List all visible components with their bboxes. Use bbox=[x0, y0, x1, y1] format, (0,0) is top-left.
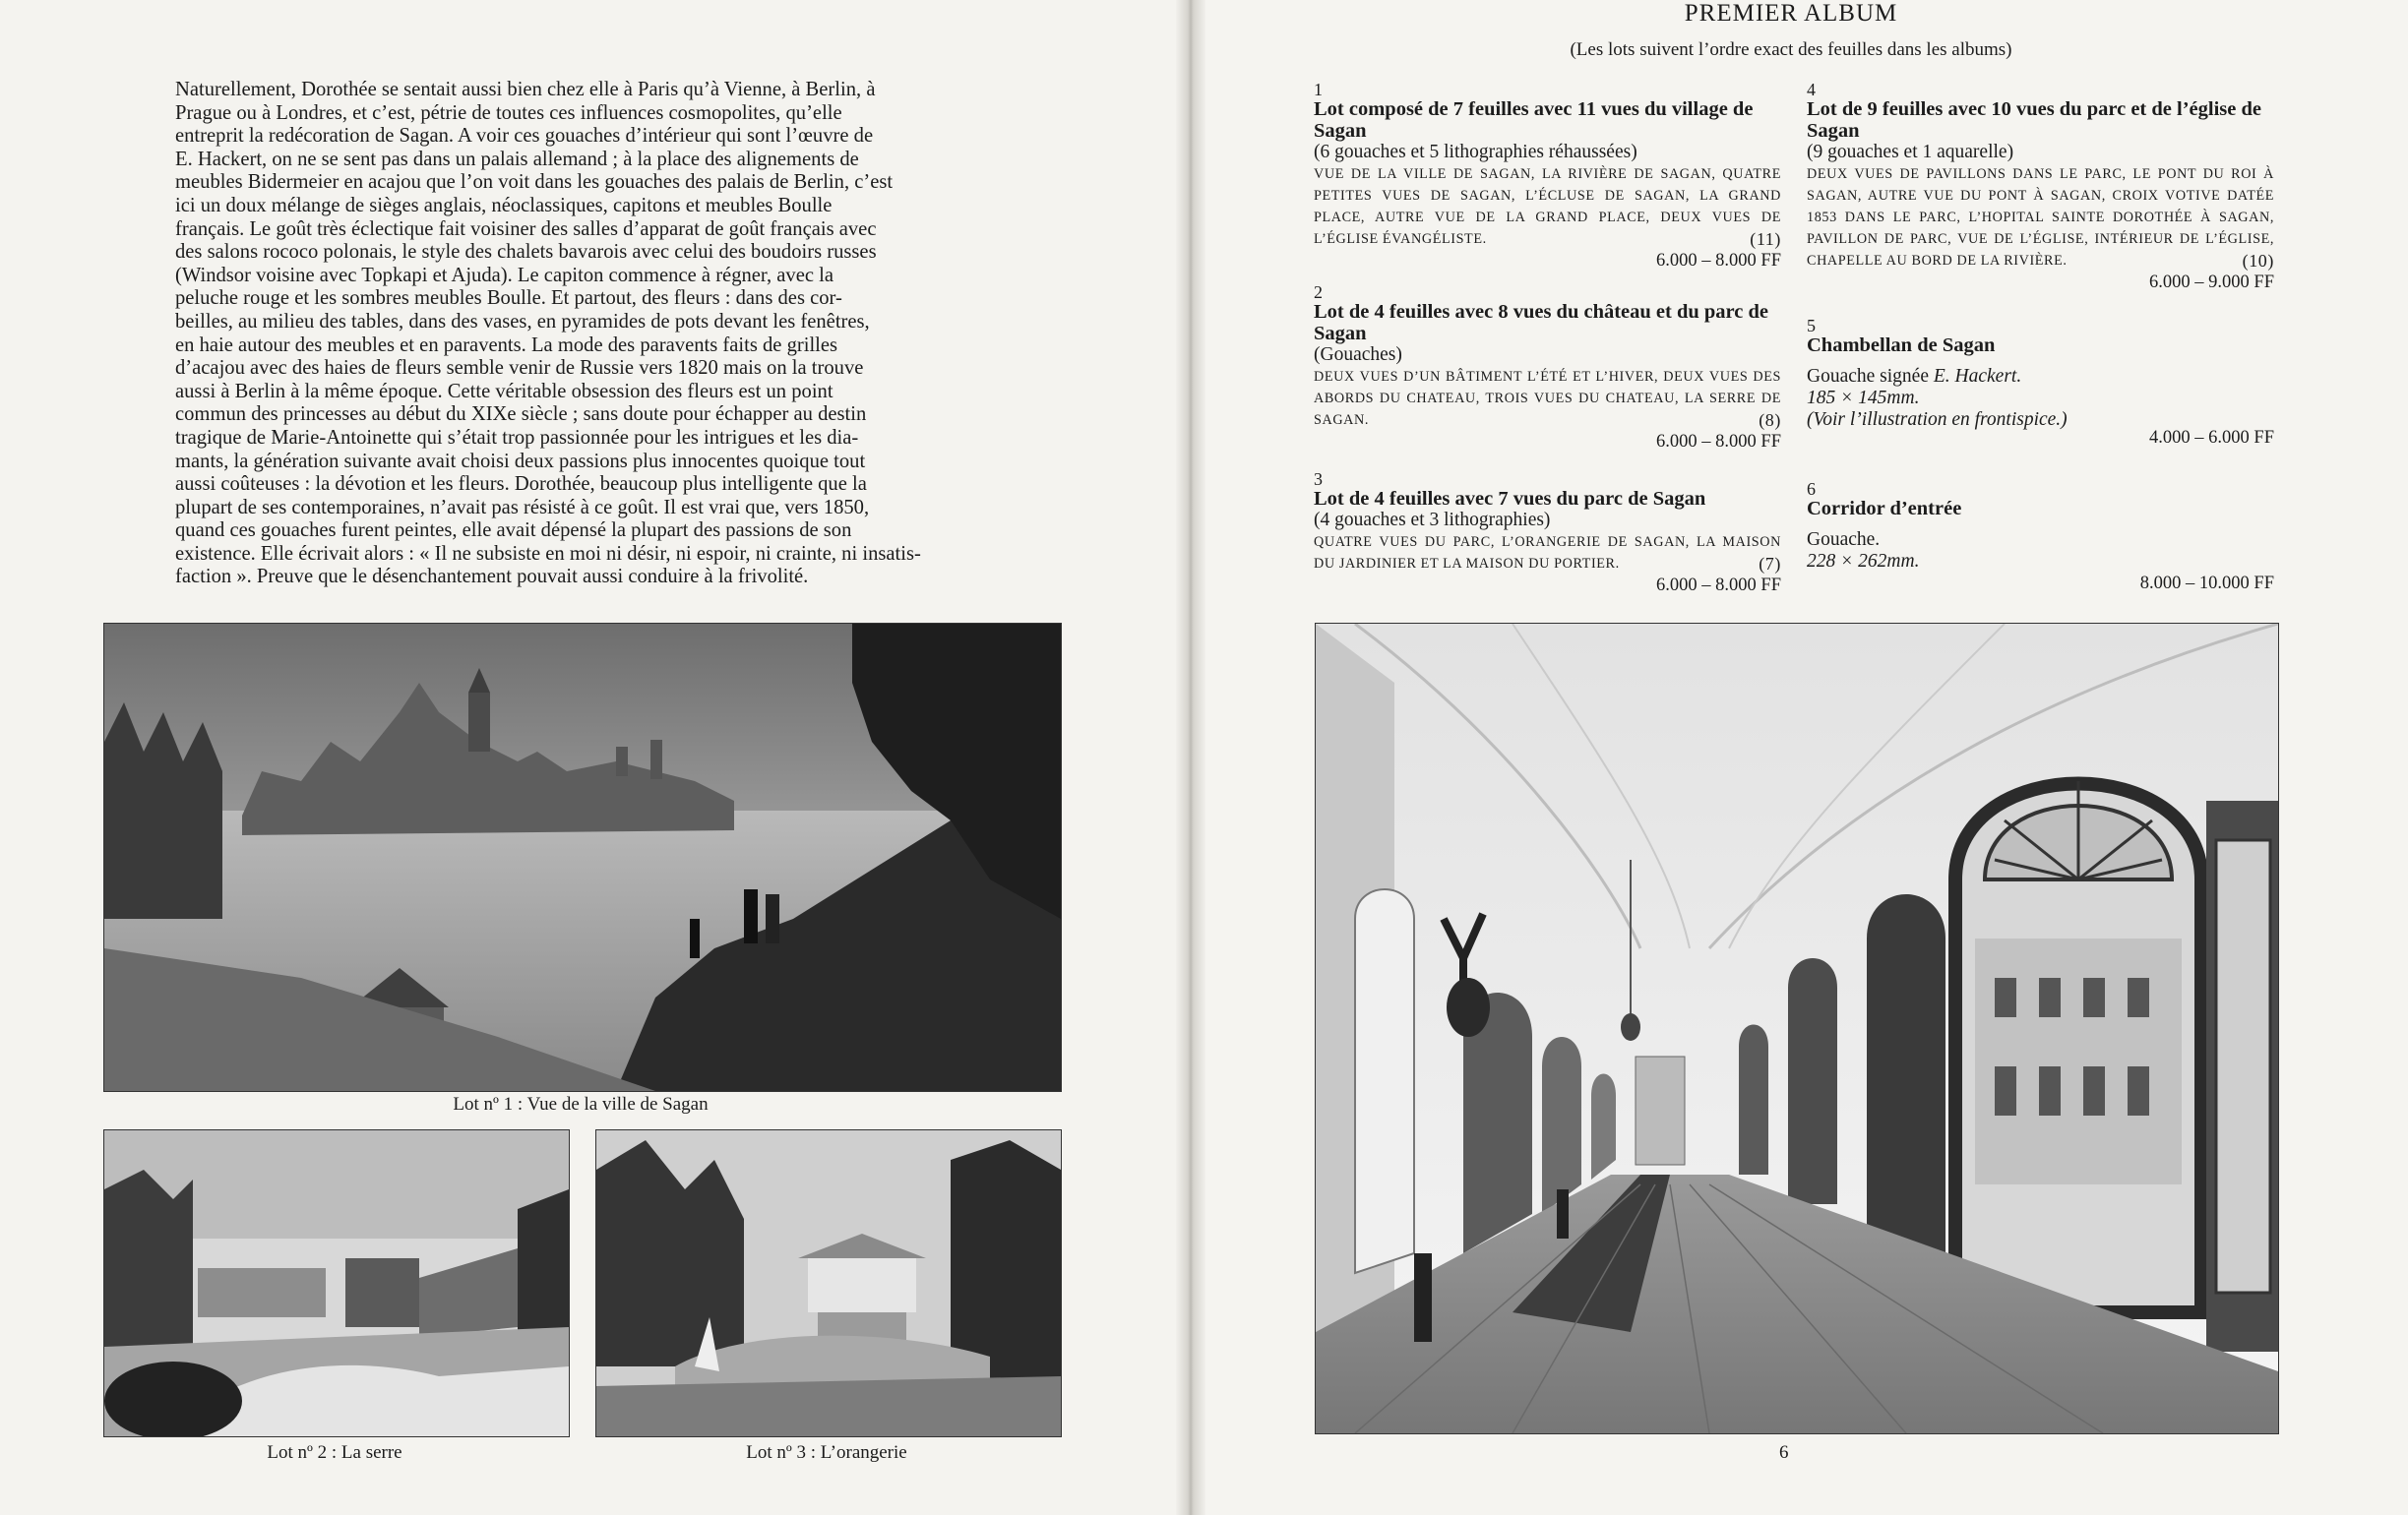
paragraph-line: meubles Bidermeier en acajou que l’on voit dans les gouaches des palais de Berlin, c’est bbox=[175, 171, 894, 194]
lot-description bbox=[1314, 163, 1781, 250]
lot-dimensions: 228 × 262mm. bbox=[1807, 551, 1920, 572]
paragraph-line: d’acajou avec des haies de fleurs semble venir de Russie vers 1820 mais on la trouve bbox=[175, 357, 864, 380]
orangerie-illustration bbox=[595, 1129, 1062, 1437]
paragraph-line: français. Le goût très éclectique fait voisiner des salles d’apparat de goût français avec bbox=[175, 217, 877, 240]
album-subtitle: (Les lots suivent l’ordre exact des feuilles dans les albums) bbox=[1570, 39, 2012, 60]
lot-title: Chambellan de Sagan bbox=[1807, 334, 1996, 356]
body-paragraph bbox=[175, 79, 994, 589]
paragraph-line: Prague ou à Londres, et c’est, pétrie de toutes ces influences cosmopolites, qu’elle bbox=[175, 101, 842, 124]
book-gutter bbox=[1176, 0, 1205, 1515]
lot-description bbox=[1314, 531, 1781, 575]
lot-entry-4 bbox=[1807, 81, 2274, 293]
figure-caption-2: Lot nº 2 : La serre bbox=[267, 1442, 402, 1463]
lot-number: 2 bbox=[1314, 282, 1323, 302]
paragraph-line: en haie autour des meubles et en paravents. La mode des paravents faits de grilles bbox=[175, 333, 838, 356]
lot-medium-text: Gouache signée bbox=[1807, 366, 1934, 387]
page-number: 6 bbox=[1779, 1442, 1789, 1463]
album-title: PREMIER ALBUM bbox=[1684, 0, 1898, 27]
lot-dimensions: 185 × 145mm. bbox=[1807, 388, 1920, 408]
lot-title: Lot de 4 feuilles avec 7 vues du parc de Sagan bbox=[1314, 488, 1706, 510]
lot-view-count: (10) bbox=[2242, 251, 2274, 271]
paragraph-line: quand ces gouaches furent peintes, elle avait dépensé la plupart des passions de son bbox=[175, 519, 852, 542]
lot-title: Lot de 4 feuilles avec 8 vues du château et du parc de Sagan bbox=[1314, 301, 1769, 344]
lot-number: 1 bbox=[1314, 80, 1323, 99]
paragraph-line: E. Hackert, on ne se sent pas dans un palais allemand ; à la place des alignements de bbox=[175, 148, 859, 170]
lot-price: 6.000 – 8.000 FF bbox=[1656, 432, 1781, 452]
lot-description bbox=[1314, 366, 1781, 431]
lot-title: Lot de 9 feuilles avec 10 vues du parc et de l’église de Sagan bbox=[1807, 98, 2261, 142]
lot-number: 5 bbox=[1807, 316, 1816, 335]
lot-title: Corridor d’entrée bbox=[1807, 498, 1962, 519]
figure-caption-1: Lot nº 1 : Vue de la ville de Sagan bbox=[453, 1094, 709, 1115]
lot-description-text: QUATRE VUES DU PARC, L’ORANGERIE DE SAGAN, LA MAISON DU JARDINIER ET LA MAISON DU PORTIER. bbox=[1314, 534, 1781, 572]
lot-medium: (Gouaches) bbox=[1314, 344, 1402, 365]
lot-description bbox=[1807, 163, 2274, 272]
lot-artist: E. Hackert. bbox=[1933, 366, 2022, 387]
greenhouse-illustration bbox=[103, 1129, 570, 1437]
lot-number: 6 bbox=[1807, 479, 1816, 499]
paragraph-line: mants, la génération suivante avait choisi deux passions plus innocentes quoique tout bbox=[175, 450, 866, 472]
paragraph-line: beilles, au milieu des tables, dans des vases, en pyramides de pots devant les fenêtres, bbox=[175, 310, 870, 333]
lot-entry-3 bbox=[1314, 470, 1781, 596]
lot-number: 4 bbox=[1807, 80, 1816, 99]
lot-title: Lot composé de 7 feuilles avec 11 vues du village de Sagan bbox=[1314, 98, 1754, 142]
lot-view-count: (11) bbox=[1750, 229, 1781, 249]
town-view-illustration bbox=[103, 623, 1062, 1092]
lot-medium: Gouache. bbox=[1807, 529, 1881, 550]
lot-description-text: DEUX VUES DE PAVILLONS DANS LE PARC, LE PONT DU ROI À SAGAN, AUTRE VUE DU PONT À SAGAN, CROIX VOTIVE DATÉE 1853 DANS LE PARC, L’HOPITAL SAINTE DOROTHÉE À SAGAN, PAVILLON DE PARC, VUE DE L’ÉGLISE, INTÉRIEUR DE L’ÉGLISE, CHAPELLE AU BORD DE LA RIVIÈRE. bbox=[1807, 166, 2274, 269]
lot-price: 6.000 – 9.000 FF bbox=[2149, 273, 2274, 292]
lot-entry-1 bbox=[1314, 81, 1781, 272]
paragraph-line: Naturellement, Dorothée se sentait aussi bien chez elle à Paris qu’à Vienne, à Berlin, à bbox=[175, 79, 876, 100]
lot-entry-5 bbox=[1807, 317, 2274, 449]
lot-medium: (9 gouaches et 1 aquarelle) bbox=[1807, 142, 2014, 162]
paragraph-line: commun des princesses au début du XIXe siècle ; sans doute pour échapper au destin bbox=[175, 403, 867, 426]
paragraph-line: plupart de ses contemporaines, n’avait pas résisté à ce goût. Il est vrai que, vers 1850, bbox=[175, 496, 870, 518]
lot-entry-2 bbox=[1314, 283, 1781, 453]
paragraph-line: (Windsor voisine avec Topkapi et Ajuda). Le capiton commence à régner, avec la bbox=[175, 264, 834, 286]
lot-medium: (6 gouaches et 5 lithographies réhaussées) bbox=[1314, 142, 1637, 162]
lot-price: 8.000 – 10.000 FF bbox=[2139, 574, 2274, 593]
lot-view-count: (7) bbox=[1759, 554, 1781, 574]
lot-price: 6.000 – 8.000 FF bbox=[1656, 576, 1781, 595]
lot-view-count: (8) bbox=[1759, 410, 1781, 430]
lot-description-text: DEUX VUES D’UN BÂTIMENT L’ÉTÉ ET L’HIVER, DEUX VUES DES ABORDS DU CHATEAU, TROIS VUES DU CHATEAU, LA SERRE DE SAGAN. bbox=[1314, 369, 1781, 428]
paragraph-line: des salons rococo polonais, le style des chalets bavarois avec celui des boudoirs russes bbox=[175, 241, 877, 264]
corridor-illustration bbox=[1315, 623, 2279, 1434]
lot-price: 4.000 – 6.000 FF bbox=[2149, 428, 2274, 448]
paragraph-line: aussi à Berlin à la même époque. Cette véritable obsession des fleurs est un point bbox=[175, 380, 834, 402]
paragraph-line: existence. Elle écrivait alors : « Il ne subsiste en moi ni désir, ni espoir, ni crainte, ni insatis- bbox=[175, 542, 921, 565]
lot-medium: (4 gouaches et 3 lithographies) bbox=[1314, 510, 1551, 530]
paragraph-line: entreprit la redécoration de Sagan. A voir ces gouaches d’intérieur qui sont l’œuvre de bbox=[175, 125, 874, 148]
lot-description-text: VUE DE LA VILLE DE SAGAN, LA RIVIÈRE DE SAGAN, QUATRE PETITES VUES DE SAGAN, L’ÉCLUSE DE SAGAN, LA GRAND PLACE, AUTRE VUE DE LA GRAND PLACE, DEUX VUES DE L’ÉGLISE ÉVANGÉLISTE. bbox=[1314, 166, 1781, 247]
lot-medium bbox=[1807, 366, 2274, 388]
figure-caption-3: Lot nº 3 : L’orangerie bbox=[746, 1442, 907, 1463]
paragraph-line: peluche rouge et les sombres meubles Boulle. Et partout, des fleurs : dans des cor- bbox=[175, 287, 842, 310]
paragraph-line: faction ». Preuve que le désenchantement pouvait aussi conduire à la frivolité. bbox=[175, 566, 809, 588]
lot-price: 6.000 – 8.000 FF bbox=[1656, 251, 1781, 271]
lot-number: 3 bbox=[1314, 469, 1323, 489]
lot-note: (Voir l’illustration en frontispice.) bbox=[1807, 409, 2068, 430]
paragraph-line: tragique de Marie-Antoinette qui s’était trop passionnée pour les intrigues et les dia- bbox=[175, 426, 859, 449]
paragraph-line: ici un doux mélange de sièges anglais, néoclassiques, capitons et meubles Boulle bbox=[175, 194, 833, 216]
lot-entry-6 bbox=[1807, 480, 2274, 594]
paragraph-line: aussi coûteuses : la dévotion et les fleurs. Dorothée, beaucoup plus intelligente que la bbox=[175, 473, 867, 496]
